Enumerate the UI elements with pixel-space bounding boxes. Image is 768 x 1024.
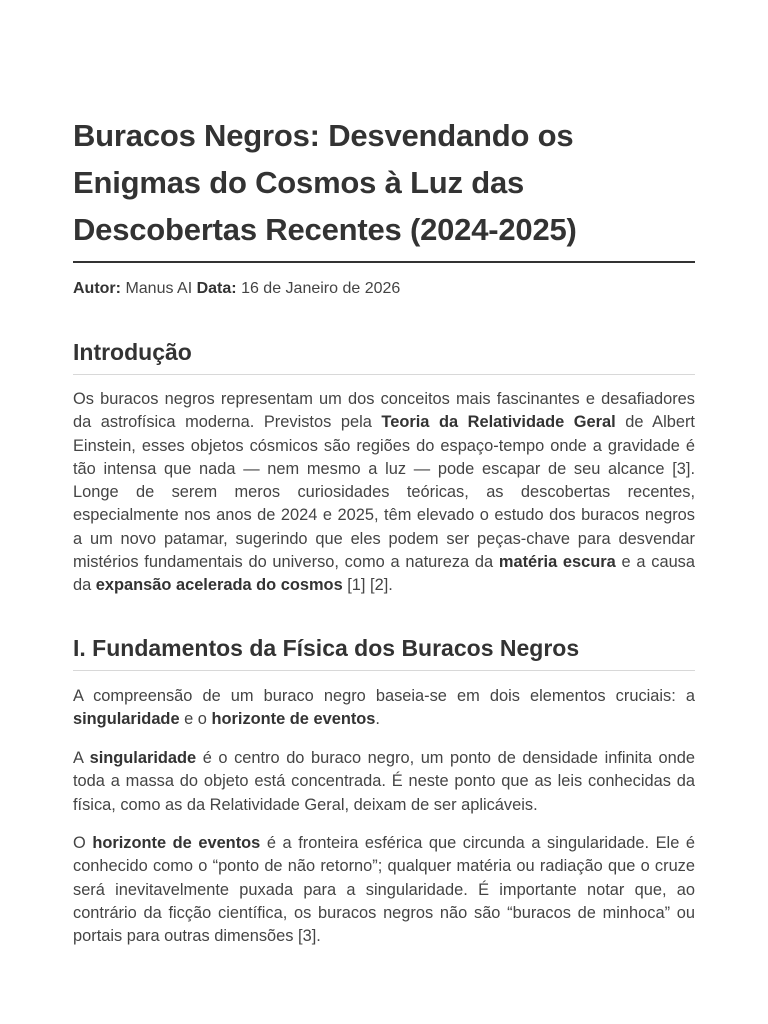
section-divider <box>73 374 695 375</box>
emphasis-text: horizonte de eventos <box>92 834 261 852</box>
author-label: Autor: <box>73 280 121 297</box>
page-title: Buracos Negros: Desvendando os Enigmas do Cosmos à Luz das Descobertas Recentes (2024-2025) <box>73 118 577 247</box>
emphasis-text: horizonte de eventos <box>211 710 376 729</box>
author-name: Manus AI <box>125 280 193 297</box>
intro-paragraph: Os buracos negros representam um dos conceitos mais fascinantes e desafiadores da astrofísica moderna. Previstos pela Teoria da Relatividade Geral de Albert Einstein, esses objetos cósmicos são regiões do espaço-tempo onde a gravidade é tão intensa que nada — nem mesmo a luz — pode escapar de seu alcance [3]. Longe de serem meros curiosidades teóricas, as descobertas recentes, especialmente nos anos de 2024 e 2025, têm elevado o estudo dos buracos negros a um novo patamar, sugerindo que eles podem ser peças-chave para desvendar mistérios fundamentais do universo, como a natureza da matéria escura e a causa da expansão acelerada do cosmos [1] [2]. <box>73 390 695 595</box>
date-label: Data: <box>196 280 237 297</box>
section-heading-fundamentos: I. Fundamentos da Física dos Buracos Negros <box>73 635 580 661</box>
title-divider <box>73 261 695 263</box>
emphasis-text: expansão acelerada do cosmos <box>95 576 343 595</box>
emphasis-text: Teoria da Relatividade Geral <box>381 413 616 432</box>
article-meta <box>73 278 400 300</box>
fundamentos-paragraph-3: O horizonte de eventos é a fronteira esférica que circunda a singularidade. Ele é conhecido como o “ponto de não retorno”; qualquer matéria ou radiação que o cruze será inevitavelmente puxada para a singularidade. É importante notar que, ao contrário da ficção científica, os buracos negros não são “buracos de minhoca” ou portais para outras dimensões [3]. <box>73 834 695 946</box>
fundamentos-paragraph-2: A singularidade é o centro do buraco negro, um ponto de densidade infinita onde toda a massa do objeto está concentrada. É neste ponto que as leis conhecidas da física, como as da Relatividade Geral, deixam de ser aplicáveis. <box>73 749 695 814</box>
article-date: 16 de Janeiro de 2026 <box>241 280 401 297</box>
section-heading-introducao: Introdução <box>73 339 192 365</box>
emphasis-text: matéria escura <box>498 553 616 572</box>
fundamentos-paragraph-1: A compreensão de um buraco negro baseia-se em dois elementos cruciais: a singularidade e o horizonte de eventos. <box>73 687 695 729</box>
emphasis-text: singularidade <box>73 710 180 729</box>
emphasis-text: singularidade <box>89 749 197 767</box>
section-divider <box>73 670 695 671</box>
